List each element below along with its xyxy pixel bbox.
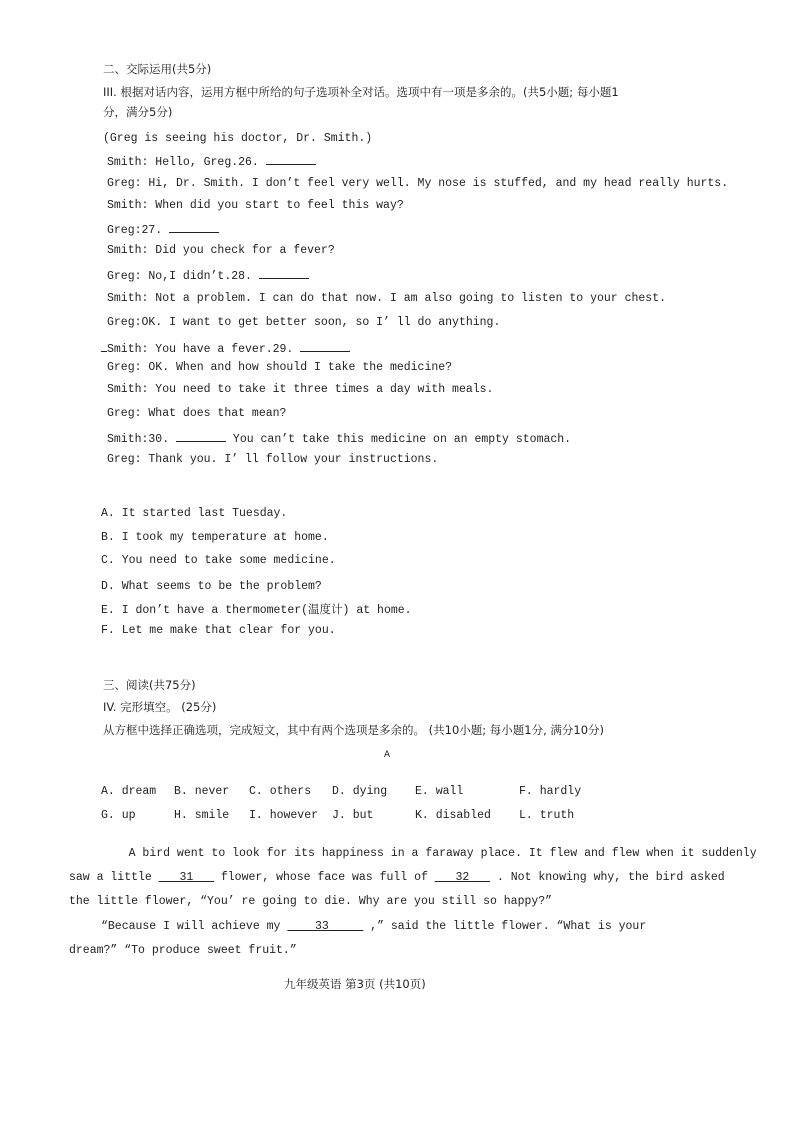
option-d: D. What seems to be the problem? bbox=[101, 580, 322, 593]
word-option: A. dream bbox=[101, 785, 157, 798]
option-a: A. It started last Tuesday. bbox=[101, 507, 288, 520]
word-option: K. disabled bbox=[415, 809, 491, 822]
answer-blank-33[interactable]: 33 bbox=[314, 920, 329, 933]
word-option: B. never bbox=[174, 785, 230, 798]
section-heading-3: 三、阅读(共75分) bbox=[103, 678, 196, 692]
answer-blank-29[interactable] bbox=[300, 340, 350, 352]
dialogue-line: Smith: Not a problem. I can do that now. I am also going to listen to your chest. bbox=[107, 292, 666, 305]
answer-blank-26[interactable] bbox=[266, 153, 316, 165]
dialogue-line: Smith: You have a fever.29. bbox=[101, 339, 350, 358]
instruction-line-1: III. 根据对话内容，运用方框中所给的句子选项补全对话。选项中有一项是多余的。(共5小题; 每小题1 bbox=[103, 85, 619, 99]
answer-blank-30[interactable] bbox=[176, 430, 226, 442]
answer-blank-28[interactable] bbox=[259, 267, 309, 279]
option-e: E. I don’t have a thermometer(温度计) at home. bbox=[101, 604, 412, 617]
word-option: J. but bbox=[332, 809, 374, 822]
answer-blank-31[interactable]: 31 bbox=[179, 871, 194, 884]
dialogue-line: Smith:30. You can’t take this medicine on an empty stomach. bbox=[107, 430, 571, 448]
word-option: E. wall bbox=[415, 785, 464, 798]
passage-label: A bbox=[384, 750, 391, 761]
passage-line: “Because I will achieve my 33 ,” said the little flower. “What is your bbox=[101, 920, 647, 933]
word-option: H. smile bbox=[174, 809, 230, 822]
passage-line: the little flower, “You’ re going to die. Why are you still so happy?” bbox=[69, 895, 553, 908]
word-option: G. up bbox=[101, 809, 136, 822]
passage-line: dream?” “To produce sweet fruit.” bbox=[69, 944, 297, 957]
option-c: C. You need to take some medicine. bbox=[101, 554, 336, 567]
section-heading-2: 二、交际运用(共5分) bbox=[103, 62, 212, 76]
word-option: C. others bbox=[249, 785, 312, 798]
dialogue-line: Smith: Hello, Greg.26. bbox=[107, 153, 316, 171]
answer-blank-32[interactable]: 32 bbox=[455, 871, 470, 884]
dialogue-line: Smith: Did you check for a fever? bbox=[107, 244, 335, 257]
option-b: B. I took my temperature at home. bbox=[101, 531, 329, 544]
dialogue-line: Greg: Thank you. I’ ll follow your instructions. bbox=[107, 453, 439, 466]
dialogue-line: Greg: Hi, Dr. Smith. I don’t feel very well. My nose is stuffed, and my head really hurts. bbox=[107, 177, 729, 190]
page-footer: 九年级英语 第3页 (共10页) bbox=[284, 977, 426, 991]
dialogue-line: Greg: No,I didn’t.28. bbox=[107, 267, 309, 285]
option-f: F. Let me make that clear for you. bbox=[101, 624, 336, 637]
word-option: I. however bbox=[249, 809, 319, 822]
section-instruction: 从方框中选择正确选项，完成短文，其中有两个选项是多余的。 (共10小题; 每小题1分, 满分10分) bbox=[103, 723, 605, 737]
dialogue-line: Greg:27. bbox=[107, 221, 219, 239]
word-option: D. dying bbox=[332, 785, 388, 798]
dialogue-line: Greg:OK. I want to get better soon, so I’ ll do anything. bbox=[107, 316, 501, 329]
passage-line: A bird went to look for its happiness in a faraway place. It flew and flew when it suddenly bbox=[128, 847, 757, 860]
dialogue-line: Greg: OK. When and how should I take the medicine? bbox=[107, 361, 453, 374]
answer-blank-27[interactable] bbox=[169, 221, 219, 233]
dialogue-intro: (Greg is seeing his doctor, Dr. Smith.) bbox=[103, 132, 373, 145]
dialogue-line: Smith: You need to take it three times a day with meals. bbox=[107, 383, 494, 396]
dialogue-line: Greg: What does that mean? bbox=[107, 407, 287, 420]
word-option: L. truth bbox=[519, 809, 575, 822]
instruction-line-2: 分，满分5分) bbox=[103, 105, 173, 119]
dialogue-line: Smith: When did you start to feel this way? bbox=[107, 199, 404, 212]
word-option: F. hardly bbox=[519, 785, 582, 798]
passage-line: saw a little 31 flower, whose face was full of 32 . Not knowing why, the bird asked bbox=[69, 871, 725, 884]
section-sub-heading: IV. 完形填空。 (25分) bbox=[103, 700, 217, 714]
